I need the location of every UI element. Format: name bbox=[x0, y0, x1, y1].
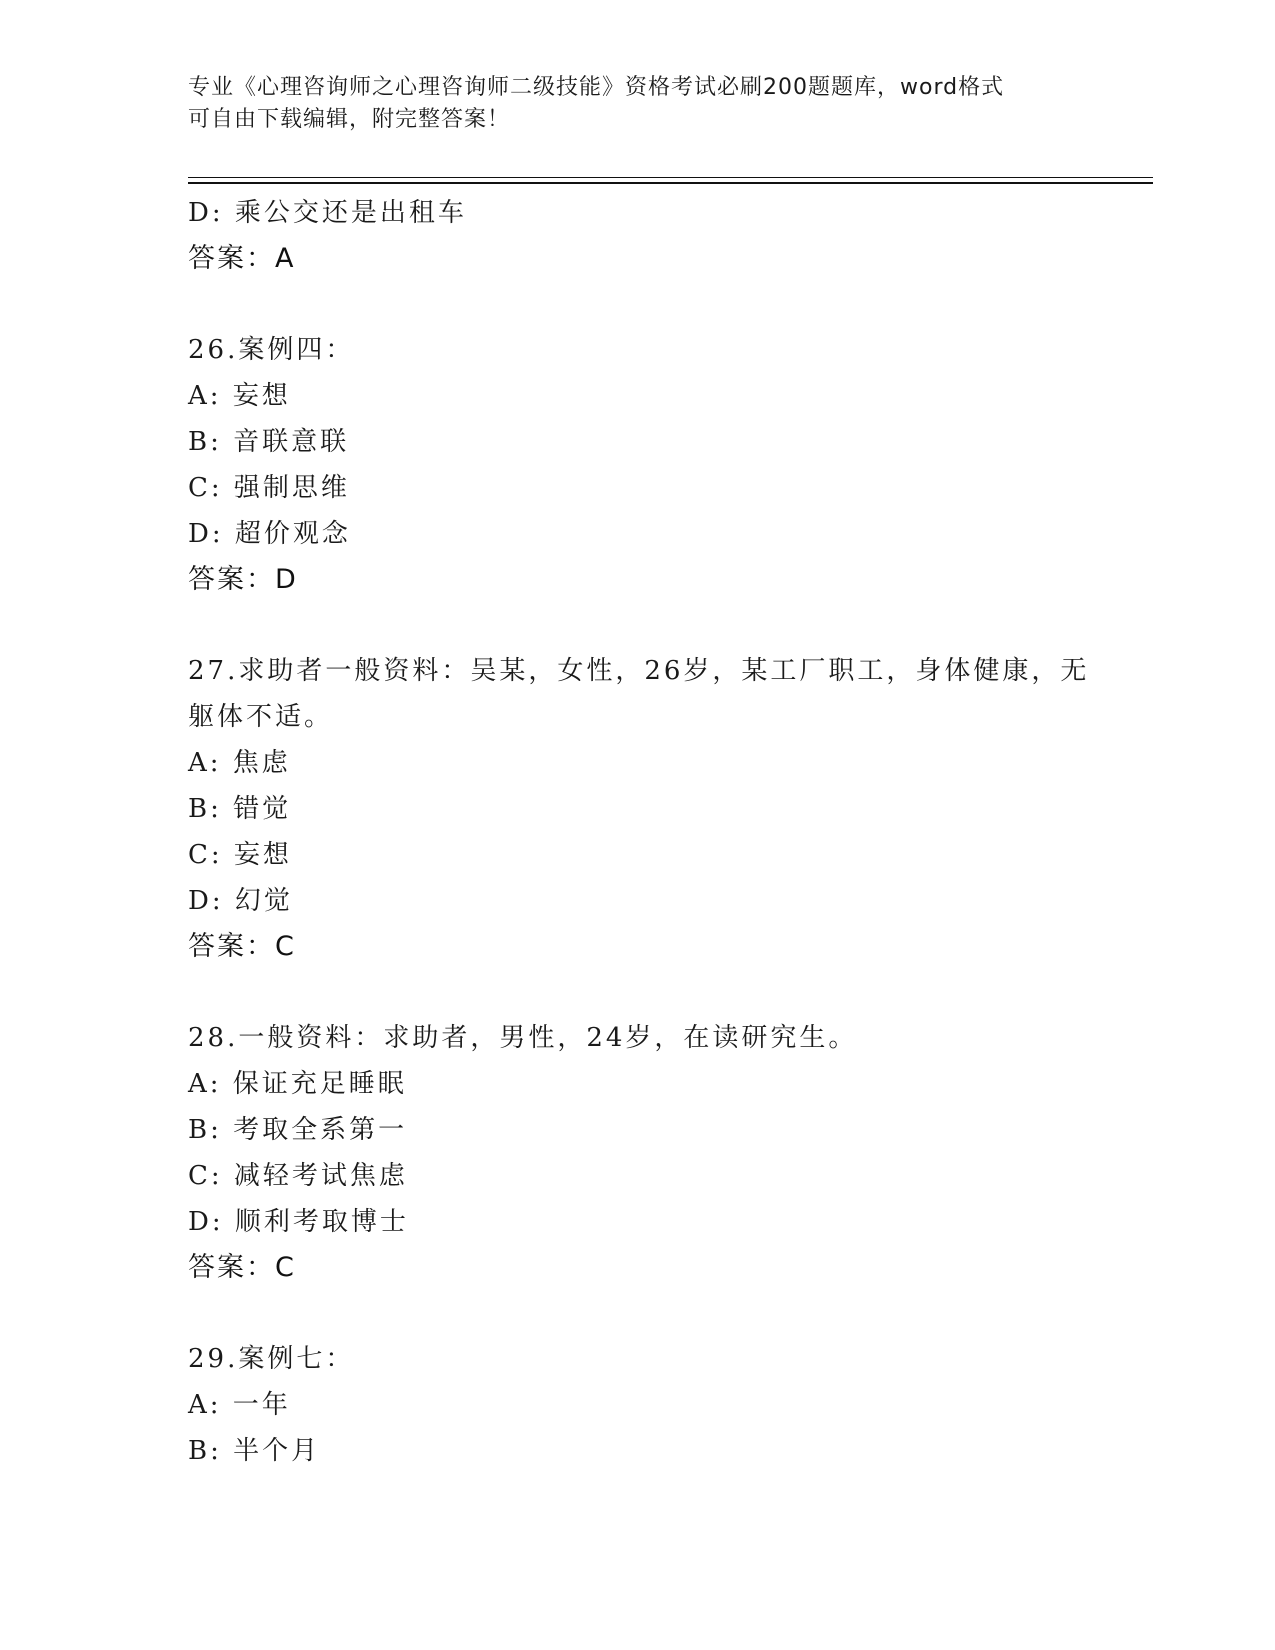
option-b: B: 半个月 bbox=[188, 1436, 321, 1466]
option-c: C: 减轻考试焦虑 bbox=[188, 1161, 408, 1191]
option-d: D: 超价观念 bbox=[188, 519, 351, 549]
header-divider-thin bbox=[188, 177, 1153, 178]
question-block-25 bbox=[188, 190, 1088, 282]
option-b: B: 错觉 bbox=[188, 794, 292, 824]
option-d: D: 顺利考取博士 bbox=[188, 1207, 409, 1237]
document-header bbox=[188, 72, 1078, 136]
question-list bbox=[188, 190, 1088, 1474]
option-c: C: 强制思维 bbox=[188, 473, 350, 503]
question-block-28 bbox=[188, 1015, 1088, 1291]
option-d: D: 乘公交还是出租车 bbox=[188, 198, 467, 228]
question-block-26 bbox=[188, 327, 1088, 603]
answer-line: 答案：A bbox=[188, 243, 296, 274]
question-stem: 29.案例七： bbox=[188, 1344, 355, 1374]
option-a: A: 一年 bbox=[188, 1390, 291, 1420]
option-a: A: 妄想 bbox=[188, 381, 291, 411]
question-stem: 28.一般资料：求助者，男性，24岁，在读研究生。 bbox=[188, 1023, 858, 1053]
question-block-29 bbox=[188, 1336, 1088, 1474]
option-b: B: 考取全系第一 bbox=[188, 1115, 408, 1145]
question-stem: 26.案例四： bbox=[188, 335, 355, 365]
question-stem-line-1: 27.求助者一般资料：吴某，女性，26岁，某工厂职工，身体健康，无 bbox=[188, 656, 1090, 686]
option-a: A: 焦虑 bbox=[188, 748, 291, 778]
option-b: B: 音联意联 bbox=[188, 427, 350, 457]
header-line-2: 可自由下载编辑，附完整答案！ bbox=[188, 107, 511, 132]
answer-line: 答案：C bbox=[188, 1252, 296, 1283]
option-d: D: 幻觉 bbox=[188, 886, 293, 916]
answer-line: 答案：D bbox=[188, 564, 298, 595]
option-a: A: 保证充足睡眠 bbox=[188, 1069, 407, 1099]
question-stem-line-2: 躯体不适。 bbox=[188, 702, 334, 732]
header-divider-thick bbox=[188, 182, 1153, 184]
header-line-1: 专业《心理咨询师之心理咨询师二级技能》资格考试必刷200题题库，word格式 bbox=[188, 75, 1005, 100]
question-block-27 bbox=[188, 648, 1088, 970]
option-c: C: 妄想 bbox=[188, 840, 292, 870]
answer-line: 答案：C bbox=[188, 931, 296, 962]
